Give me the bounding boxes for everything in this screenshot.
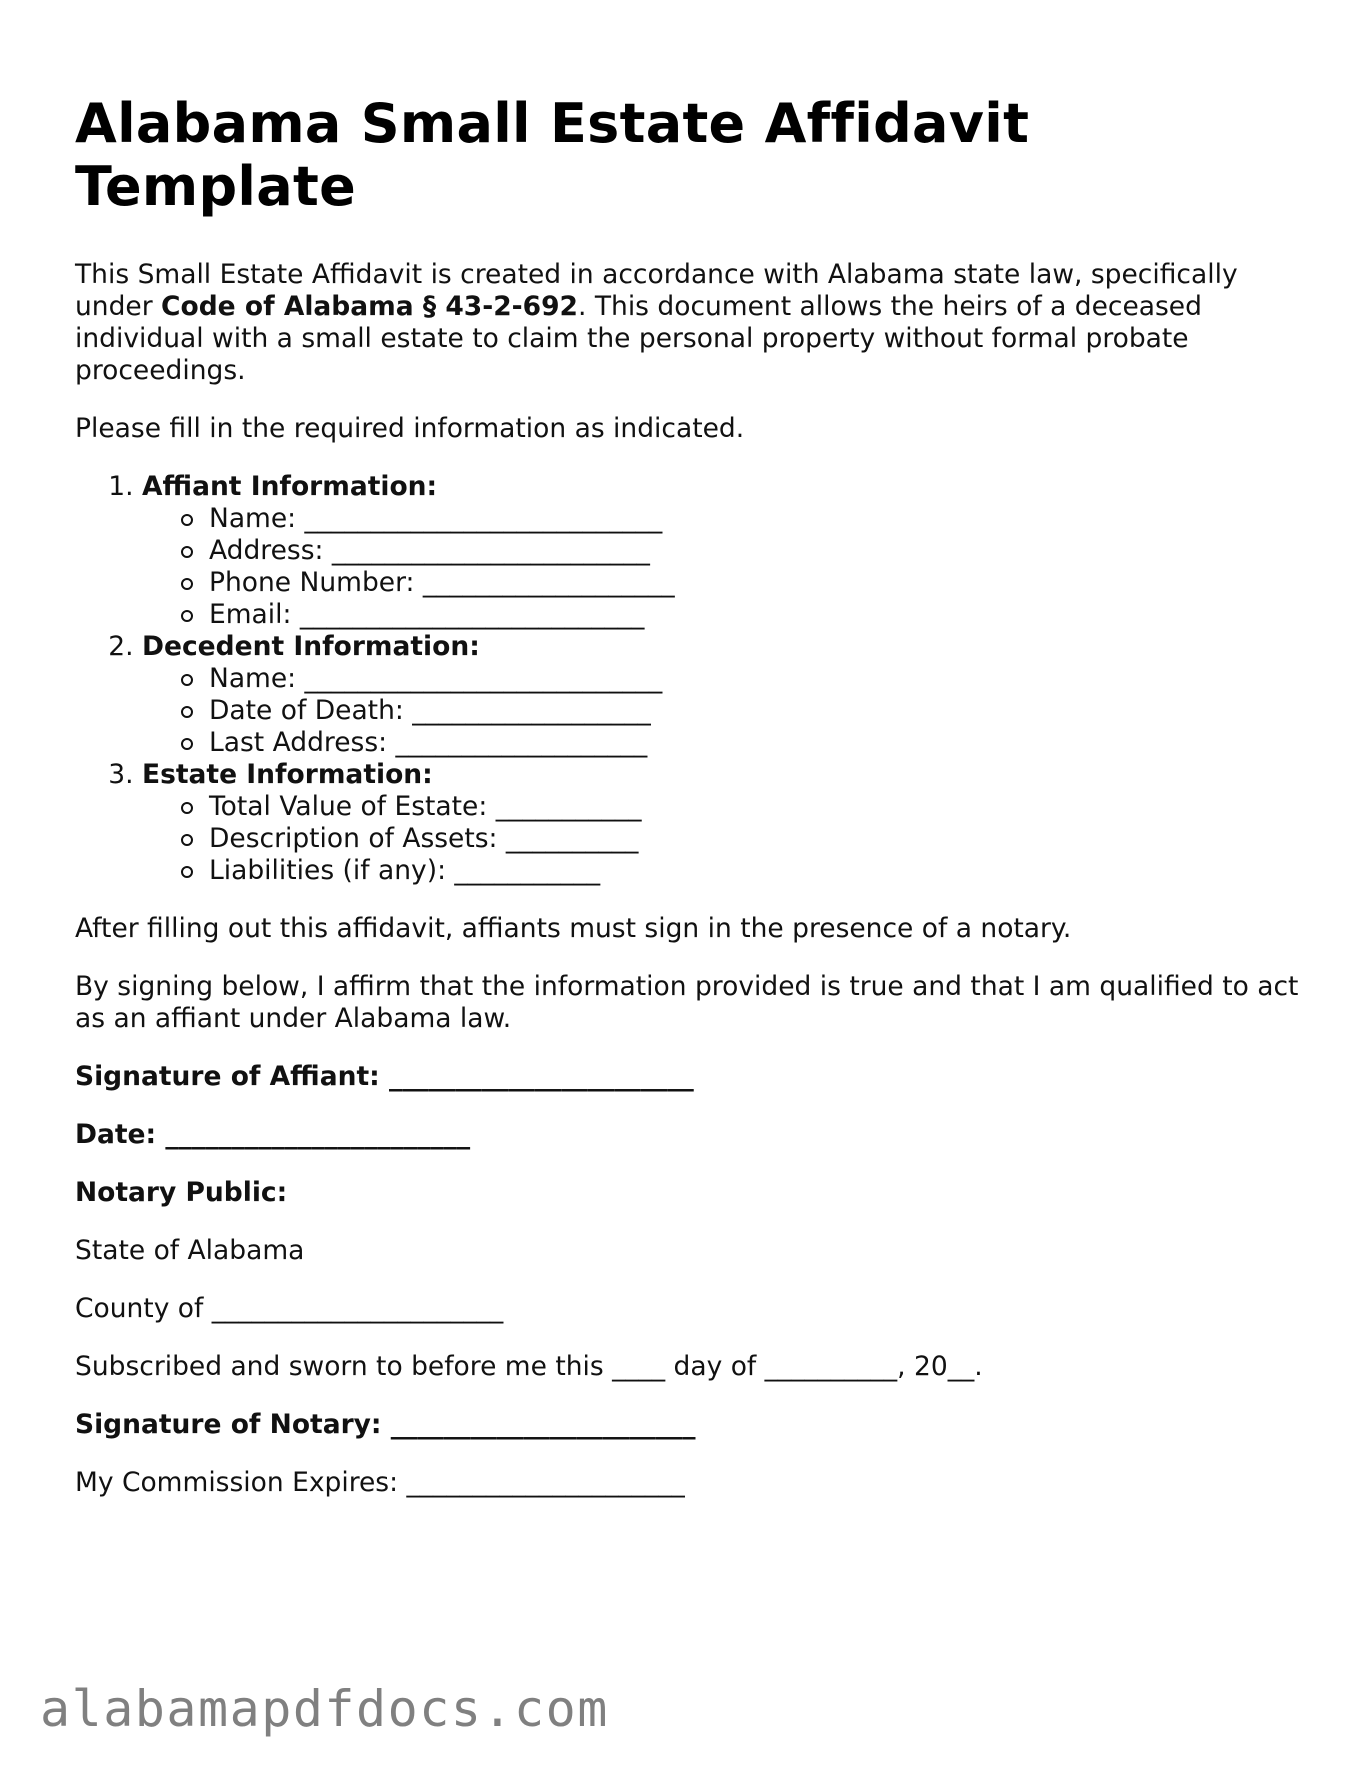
sworn-line[interactable]: Subscribed and sworn to before me this ____ day of __________, 20__. <box>75 1351 983 1382</box>
field-last-address[interactable]: Last Address: ___________________ <box>209 727 1305 759</box>
section-affiant <box>142 471 1305 631</box>
field-affiant-phone[interactable]: Phone Number: ___________________ <box>209 567 1305 599</box>
document-page <box>75 92 1305 1499</box>
notary-heading: Notary Public: <box>75 1177 288 1208</box>
page-title: Alabama Small Estate Affidavit Template <box>75 92 1030 218</box>
after-note: After filling out this affidavit, affiants must sign in the presence of a notary. <box>75 913 1072 944</box>
signature-notary-line[interactable]: Signature of Notary: _______________________ <box>75 1409 696 1440</box>
instruction-text: Please fill in the required information as indicated. <box>75 413 745 444</box>
field-description-of-assets[interactable]: Description of Assets: __________ <box>209 823 1305 855</box>
field-affiant-email[interactable]: Email: __________________________ <box>209 599 1305 631</box>
section-estate <box>142 759 1305 887</box>
field-date-of-death[interactable]: Date of Death: __________________ <box>209 695 1305 727</box>
section-heading: Affiant Information: <box>142 471 438 502</box>
field-affiant-address[interactable]: Address: ________________________ <box>209 535 1305 567</box>
section-decedent <box>142 631 1305 759</box>
watermark: alabamapdfdocs.com <box>40 1680 609 1738</box>
field-affiant-name[interactable]: Name: ___________________________ <box>209 503 1305 535</box>
field-liabilities[interactable]: Liabilities (if any): ___________ <box>209 855 1305 887</box>
section-heading: Estate Information: <box>142 759 433 790</box>
date-line[interactable]: Date: _______________________ <box>75 1119 471 1150</box>
affirmation-text: By signing below, I affirm that the information provided is true and that I am qualified to act as an affiant under Alabama law. <box>75 971 1299 1034</box>
signature-affiant-line[interactable]: Signature of Affiant: _______________________ <box>75 1061 694 1092</box>
field-list <box>142 791 1305 887</box>
intro-paragraph <box>75 259 1305 387</box>
section-heading: Decedent Information: <box>142 631 480 662</box>
commission-expires-line[interactable]: My Commission Expires: _____________________ <box>75 1467 685 1498</box>
intro-text-after: . This document allows the heirs of a deceased individual with a small estate to claim the personal property without formal probate proceedings. <box>75 291 1202 386</box>
field-list <box>142 663 1305 759</box>
field-decedent-name[interactable]: Name: ___________________________ <box>209 663 1305 695</box>
intro-text-before: This Small Estate Affidavit is created in accordance with Alabama state law, specifically under <box>75 259 1238 322</box>
sections-list <box>75 471 1305 887</box>
county-line[interactable]: County of ______________________ <box>75 1293 504 1324</box>
field-total-value[interactable]: Total Value of Estate: ___________ <box>209 791 1305 823</box>
field-list <box>142 503 1305 631</box>
law-code: Code of Alabama § 43-2-692 <box>161 291 578 322</box>
state-line: State of Alabama <box>75 1235 305 1266</box>
